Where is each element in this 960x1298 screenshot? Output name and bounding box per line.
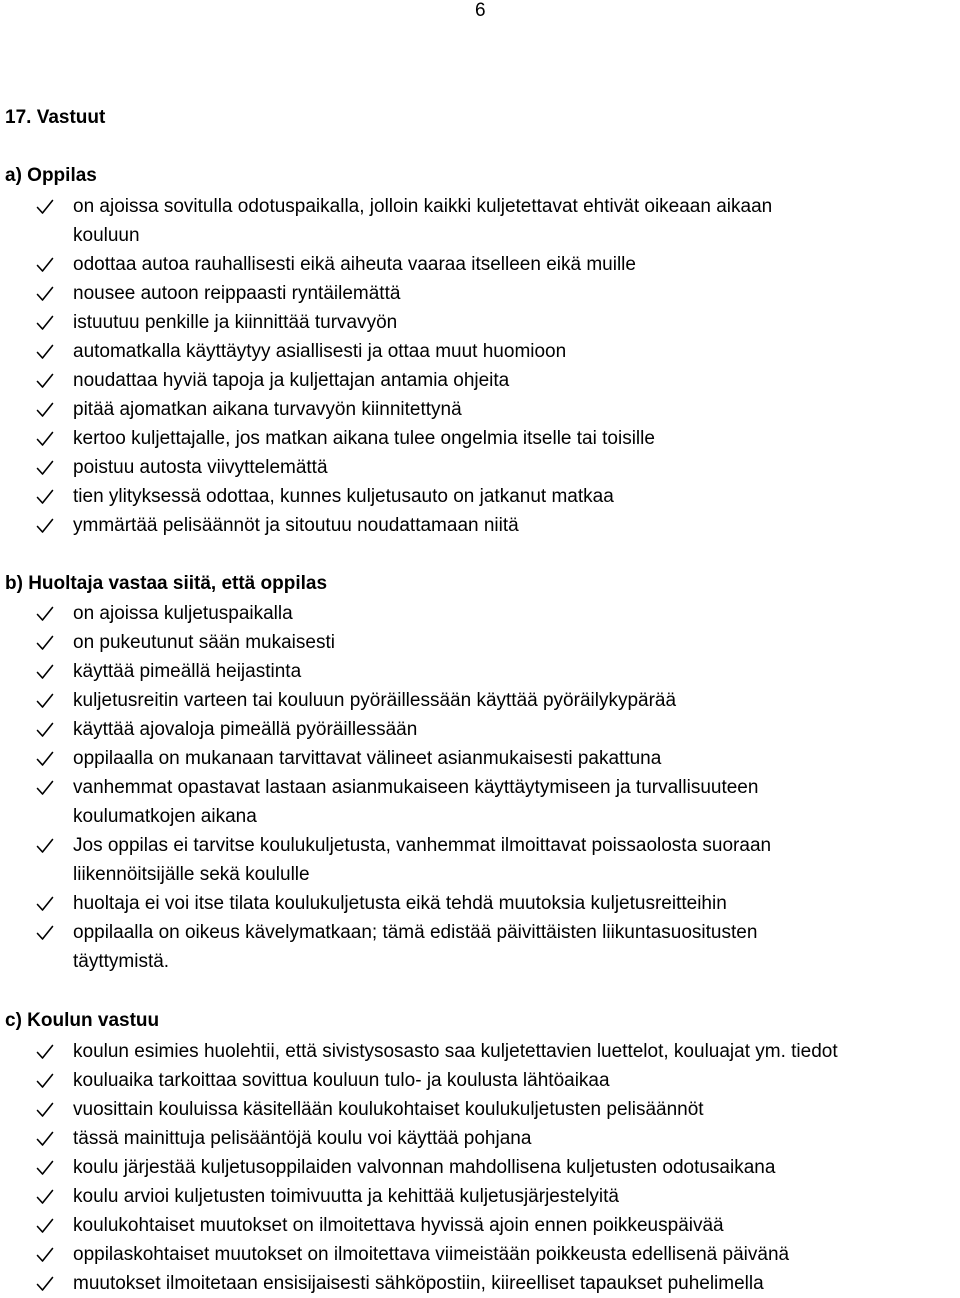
list-item — [0, 628, 960, 657]
list-item — [0, 744, 960, 773]
list-item — [0, 1095, 960, 1124]
checkmark-icon — [36, 453, 56, 482]
list-item — [0, 337, 960, 366]
checkmark-icon — [36, 1066, 56, 1095]
list-item — [0, 424, 960, 453]
checkmark-icon — [36, 1124, 56, 1153]
checkmark-icon — [36, 715, 56, 744]
checkmark-icon — [36, 686, 56, 715]
list-item-text: kuljetusreitin varteen tai kouluun pyöräillessään käyttää pyöräilykypärää — [73, 690, 677, 711]
checkmark-icon — [36, 918, 56, 947]
list-item-text: liikennöitsijälle sekä koululle — [73, 864, 310, 885]
checkmark-icon — [36, 279, 56, 308]
list-item-text: oppilaalla on mukanaan tarvittavat välineet asianmukaisesti pakattuna — [73, 748, 662, 769]
list-item — [0, 1066, 960, 1095]
list-item-text: Jos oppilas ei tarvitse koulukuljetusta, vanhemmat ilmoittavat poissaolosta suoraan — [73, 835, 772, 856]
list-item-text: kouluaika tarkoittaa sovittua kouluun tulo- ja koulusta lähtöaikaa — [73, 1070, 610, 1091]
checkmark-icon — [36, 744, 56, 773]
checkmark-icon — [36, 395, 56, 424]
list-item — [0, 889, 960, 918]
checkmark-icon — [36, 1182, 56, 1211]
list-item-text: muutokset ilmoitetaan ensisijaisesti sähköpostiin, kiireelliset tapaukset puhelimella — [73, 1273, 764, 1294]
list-item-text: oppilaskohtaiset muutokset on ilmoitettava viimeistään poikkeusta edellisenä päivänä — [73, 1244, 790, 1265]
list-item — [0, 831, 960, 889]
list-item-text: automatkalla käyttäytyy asiallisesti ja ottaa muut huomioon — [73, 341, 567, 362]
list-item — [0, 1037, 960, 1066]
list-item — [0, 250, 960, 279]
list-item-text: huoltaja ei voi itse tilata koulukuljetusta eikä tehdä muutoksia kuljetusreitteihin — [73, 893, 727, 914]
checkmark-icon — [36, 628, 56, 657]
checkmark-icon — [36, 424, 56, 453]
list-item-text: käyttää pimeällä heijastinta — [73, 661, 302, 682]
list-item — [0, 453, 960, 482]
list-item-text: on pukeutunut sään mukaisesti — [73, 632, 335, 653]
list-item — [0, 279, 960, 308]
checkmark-icon — [36, 1240, 56, 1269]
list-item-text: oppilaalla on oikeus kävelymatkaan; tämä edistää päivittäisten liikuntasuositusten — [73, 922, 758, 943]
section-a-list — [0, 192, 960, 540]
checkmark-icon — [36, 192, 56, 221]
list-item — [0, 1211, 960, 1240]
list-item — [0, 1153, 960, 1182]
checkmark-icon — [36, 1153, 56, 1182]
list-item — [0, 308, 960, 337]
list-item — [0, 395, 960, 424]
checkmark-icon — [36, 482, 56, 511]
checkmark-icon — [36, 366, 56, 395]
checkmark-icon — [36, 511, 56, 540]
list-item — [0, 1124, 960, 1153]
list-item-text: ymmärtää pelisäännöt ja sitoutuu noudattamaan niitä — [73, 515, 519, 536]
list-item — [0, 715, 960, 744]
list-item-text: on ajoissa kuljetuspaikalla — [73, 603, 293, 624]
section-a-heading: a) Oppilas — [5, 165, 97, 186]
list-item-text: poistuu autosta viivyttelemättä — [73, 457, 328, 478]
list-item-text: noudattaa hyviä tapoja ja kuljettajan antamia ohjeita — [73, 370, 510, 391]
list-item — [0, 1182, 960, 1211]
checkmark-icon — [36, 1269, 56, 1298]
list-item — [0, 192, 960, 250]
list-item-text: koulukohtaiset muutokset on ilmoitettava hyvissä ajoin ennen poikkeuspäivää — [73, 1215, 724, 1236]
checkmark-icon — [36, 831, 56, 860]
list-item-text: odottaa autoa rauhallisesti eikä aiheuta vaaraa itselleen eikä muille — [73, 254, 636, 275]
checkmark-icon — [36, 889, 56, 918]
document-title: 17. Vastuut — [5, 107, 106, 128]
list-item-text: koulumatkojen aikana — [73, 806, 257, 827]
list-item-text: tässä mainittuja pelisääntöjä koulu voi käyttää pohjana — [73, 1128, 532, 1149]
section-c-list — [0, 1037, 960, 1298]
checkmark-icon — [36, 250, 56, 279]
page-number: 6 — [475, 0, 486, 21]
list-item-text: kertoo kuljettajalle, jos matkan aikana tulee ongelmia itselle tai toisille — [73, 428, 655, 449]
list-item-text: koulun esimies huolehtii, että sivistysosasto saa kuljetettavien luettelot, kouluajat ym. tiedot — [73, 1041, 838, 1062]
list-item — [0, 482, 960, 511]
checkmark-icon — [36, 1095, 56, 1124]
list-item-text: on ajoissa sovitulla odotuspaikalla, jolloin kaikki kuljetettavat ehtivät oikeaan aikaan — [73, 196, 773, 217]
list-item-text: nousee autoon reippaasti ryntäilemättä — [73, 283, 401, 304]
list-item-text: täyttymistä. — [73, 951, 170, 972]
list-item-text: käyttää ajovaloja pimeällä pyöräillessään — [73, 719, 418, 740]
list-item — [0, 686, 960, 715]
checkmark-icon — [36, 773, 56, 802]
list-item — [0, 511, 960, 540]
list-item — [0, 773, 960, 831]
list-item-text: istuutuu penkille ja kiinnittää turvavyön — [73, 312, 398, 333]
checkmark-icon — [36, 1211, 56, 1240]
list-item-text: kouluun — [73, 225, 140, 246]
list-item — [0, 1240, 960, 1269]
list-item — [0, 657, 960, 686]
list-item-text: vanhemmat opastavat lastaan asianmukaiseen käyttäytymiseen ja turvallisuuteen — [73, 777, 759, 798]
list-item — [0, 599, 960, 628]
list-item-text: pitää ajomatkan aikana turvavyön kiinnitettynä — [73, 399, 462, 420]
checkmark-icon — [36, 337, 56, 366]
section-b-list — [0, 599, 960, 976]
checkmark-icon — [36, 1037, 56, 1066]
list-item-text: koulu arvioi kuljetusten toimivuutta ja kehittää kuljetusjärjestelyitä — [73, 1186, 619, 1207]
section-c-heading: c) Koulun vastuu — [5, 1010, 160, 1031]
checkmark-icon — [36, 308, 56, 337]
list-item-text: tien ylityksessä odottaa, kunnes kuljetusauto on jatkanut matkaa — [73, 486, 614, 507]
list-item — [0, 366, 960, 395]
list-item — [0, 918, 960, 976]
section-b-heading: b) Huoltaja vastaa siitä, että oppilas — [5, 573, 328, 594]
checkmark-icon — [36, 599, 56, 628]
checkmark-icon — [36, 657, 56, 686]
list-item — [0, 1269, 960, 1298]
list-item-text: koulu järjestää kuljetusoppilaiden valvonnan mahdollisena kuljetusten odotusaikana — [73, 1157, 776, 1178]
list-item-text: vuosittain kouluissa käsitellään koulukohtaiset koulukuljetusten pelisäännöt — [73, 1099, 704, 1120]
